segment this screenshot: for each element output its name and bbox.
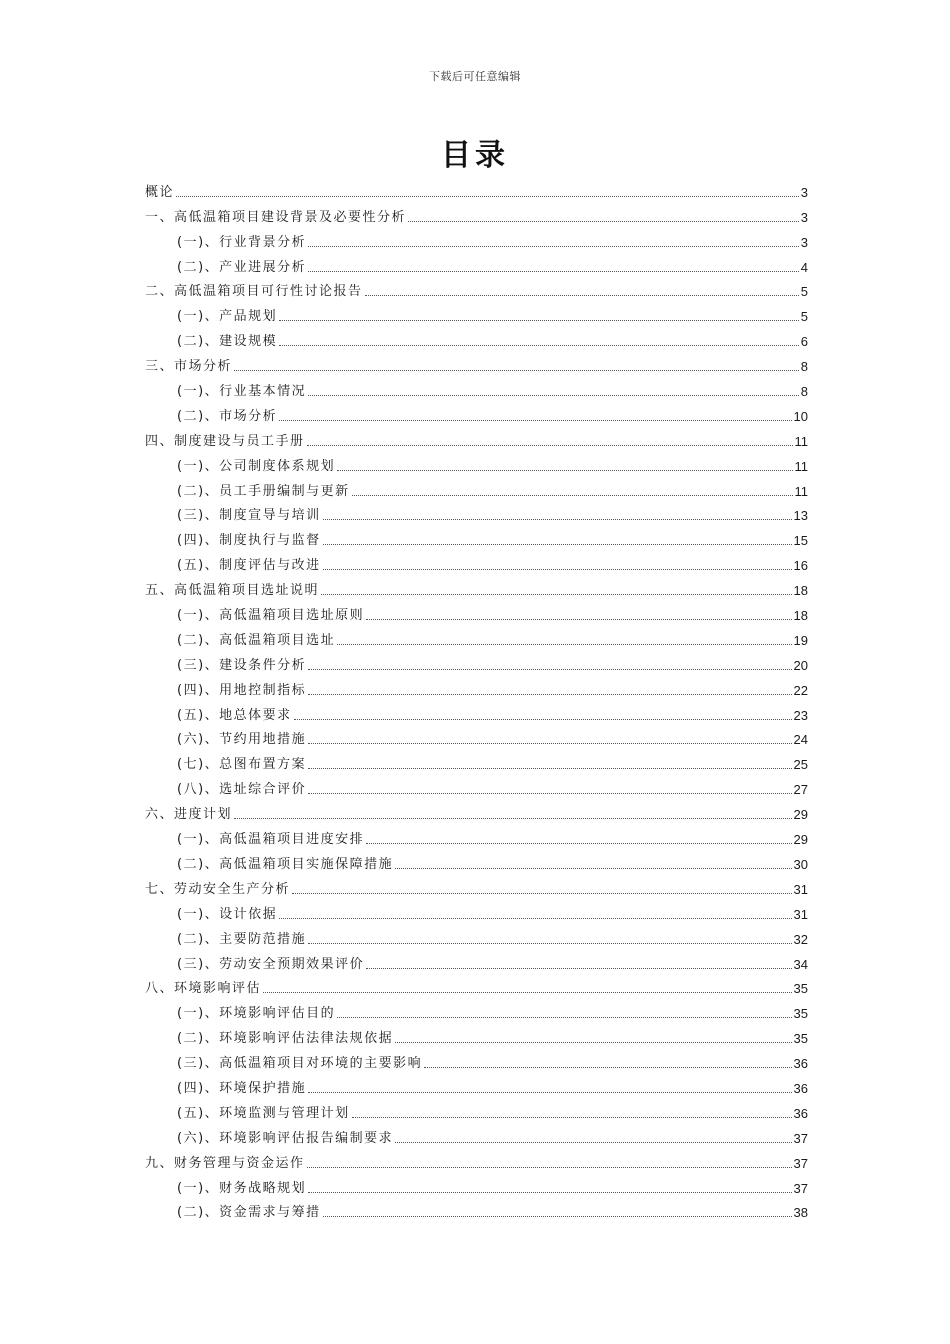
toc-dot-leader	[352, 495, 793, 496]
toc-dot-leader	[323, 544, 792, 545]
toc-entry[interactable]	[145, 748, 808, 773]
toc-entry-text: (一)、高低温箱项目进度安排	[177, 832, 365, 848]
toc-dot-leader	[308, 768, 791, 769]
toc-dot-leader	[366, 968, 791, 969]
toc-entry-page: 29	[793, 807, 808, 823]
toc-entry-page: 19	[793, 632, 808, 648]
toc-entry-page: 5	[800, 309, 808, 325]
toc-entry-page: 37	[793, 1180, 808, 1196]
toc-entry-text: (六)、节约用地措施	[177, 732, 307, 748]
toc-entry[interactable]	[145, 674, 808, 699]
toc-entry[interactable]	[145, 624, 808, 649]
toc-entry-page: 36	[793, 1080, 808, 1096]
toc-entry-text: 一、高低温箱项目建设背景及必要性分析	[145, 209, 407, 225]
toc-entry[interactable]	[145, 226, 808, 251]
toc-entry-text: (一)、高低温箱项目选址原则	[177, 608, 365, 624]
toc-entry-page: 25	[793, 757, 808, 773]
toc-dot-leader	[263, 992, 792, 993]
toc-dot-leader	[308, 793, 791, 794]
toc-entry-page: 11	[794, 483, 808, 499]
toc-entry-page: 27	[793, 782, 808, 798]
toc-entry[interactable]	[145, 276, 808, 301]
toc-dot-leader	[337, 470, 792, 471]
toc-entry[interactable]	[145, 400, 808, 425]
toc-entry-text: (二)、高低温箱项目实施保障措施	[177, 856, 394, 872]
toc-entry-text: (二)、高低温箱项目选址	[177, 632, 336, 648]
toc-entry[interactable]	[145, 325, 808, 350]
toc-entry-text: (一)、行业背景分析	[177, 234, 307, 250]
toc-dot-leader	[323, 519, 792, 520]
toc-dot-leader	[308, 395, 799, 396]
toc-entry[interactable]	[145, 848, 808, 873]
toc-entry[interactable]	[145, 823, 808, 848]
toc-dot-leader	[308, 743, 791, 744]
toc-dot-leader	[308, 246, 799, 247]
toc-entry-text: (一)、设计依据	[177, 906, 278, 922]
toc-entry-page: 8	[800, 384, 808, 400]
toc-entry-text: (二)、建设规模	[177, 334, 278, 350]
toc-entry[interactable]	[145, 873, 808, 898]
toc-entry[interactable]	[145, 724, 808, 749]
toc-entry-text: 九、财务管理与资金运作	[145, 1155, 305, 1171]
toc-dot-leader	[395, 868, 791, 869]
toc-entry[interactable]	[145, 251, 808, 276]
toc-entry-text: (二)、产业进展分析	[177, 259, 307, 275]
toc-dot-leader	[234, 818, 792, 819]
toc-entry-text: (七)、总图布置方案	[177, 757, 307, 773]
toc-dot-leader	[323, 1216, 792, 1217]
toc-entry[interactable]	[145, 375, 808, 400]
toc-dot-leader	[424, 1067, 791, 1068]
toc-dot-leader	[308, 943, 791, 944]
toc-entry-page: 36	[793, 1105, 808, 1121]
toc-entry-page: 32	[793, 931, 808, 947]
toc-entry[interactable]	[145, 599, 808, 624]
toc-entry-text: (二)、环境影响评估法律法规依据	[177, 1031, 394, 1047]
toc-entry-page: 10	[793, 408, 808, 424]
toc-entry[interactable]	[145, 1022, 808, 1047]
toc-dot-leader	[234, 370, 799, 371]
toc-entry-page: 3	[800, 209, 808, 225]
toc-entry-text: (八)、选址综合评价	[177, 782, 307, 798]
toc-dot-leader	[294, 719, 792, 720]
toc-dot-leader	[352, 1117, 792, 1118]
toc-entry-text: 四、制度建设与员工手册	[145, 433, 305, 449]
toc-entry-page: 3	[800, 184, 808, 200]
toc-entry-page: 13	[793, 508, 808, 524]
toc-entry-text: (三)、高低温箱项目对环境的主要影响	[177, 1056, 423, 1072]
toc-entry-page: 34	[793, 956, 808, 972]
toc-entry-page: 37	[793, 1130, 808, 1146]
toc-entry[interactable]	[145, 524, 808, 549]
toc-dot-leader	[308, 1092, 791, 1093]
toc-entry-text: 六、进度计划	[145, 807, 233, 823]
toc-dot-leader	[337, 644, 791, 645]
toc-entry-page: 24	[793, 732, 808, 748]
toc-dot-leader	[307, 1167, 792, 1168]
toc-entry[interactable]	[145, 699, 808, 724]
toc-entry-text: 概论	[145, 184, 175, 200]
toc-entry[interactable]	[145, 549, 808, 574]
toc-dot-leader	[279, 345, 799, 346]
toc-entry-text: 五、高低温箱项目选址说明	[145, 583, 320, 599]
toc-entry[interactable]	[145, 500, 808, 525]
toc-entry[interactable]	[145, 450, 808, 475]
toc-dot-leader	[279, 918, 791, 919]
toc-entry-page: 15	[793, 533, 808, 549]
toc-dot-leader	[395, 1042, 791, 1043]
toc-list	[145, 176, 808, 1221]
toc-entry[interactable]	[145, 973, 808, 998]
toc-entry[interactable]	[145, 649, 808, 674]
toc-entry-text: (四)、环境保护措施	[177, 1080, 307, 1096]
toc-entry[interactable]	[145, 1172, 808, 1197]
toc-dot-leader	[337, 1017, 791, 1018]
toc-entry-text: (二)、市场分析	[177, 408, 278, 424]
toc-entry-text: (三)、制度宣导与培训	[177, 508, 321, 524]
toc-entry[interactable]	[145, 574, 808, 599]
toc-entry-text: 七、劳动安全生产分析	[145, 881, 291, 897]
toc-entry[interactable]	[145, 923, 808, 948]
toc-entry-text: (二)、员工手册编制与更新	[177, 483, 350, 499]
toc-dot-leader	[366, 843, 791, 844]
toc-entry-page: 35	[793, 1006, 808, 1022]
toc-entry[interactable]	[145, 798, 808, 823]
toc-dot-leader	[307, 445, 793, 446]
toc-entry[interactable]	[145, 1047, 808, 1072]
toc-entry-page: 18	[793, 608, 808, 624]
toc-entry-page: 35	[793, 981, 808, 997]
toc-entry[interactable]	[145, 1097, 808, 1122]
toc-entry-page: 20	[793, 657, 808, 673]
toc-entry-text: (二)、主要防范措施	[177, 931, 307, 947]
toc-entry[interactable]	[145, 948, 808, 973]
toc-entry[interactable]	[145, 1122, 808, 1147]
toc-dot-leader	[308, 1192, 791, 1193]
toc-dot-leader	[308, 694, 791, 695]
toc-dot-leader	[366, 619, 791, 620]
toc-entry-text: 三、市场分析	[145, 359, 233, 375]
toc-entry-page: 36	[793, 1056, 808, 1072]
toc-entry-page: 6	[800, 334, 808, 350]
toc-dot-leader	[279, 320, 799, 321]
toc-entry[interactable]	[145, 300, 808, 325]
toc-entry[interactable]	[145, 350, 808, 375]
toc-entry[interactable]	[145, 1197, 808, 1222]
toc-entry-text: (一)、环境影响评估目的	[177, 1006, 336, 1022]
toc-entry-page: 16	[793, 558, 808, 574]
toc-entry-text: 二、高低温箱项目可行性讨论报告	[145, 284, 363, 300]
toc-entry-page: 18	[793, 583, 808, 599]
toc-dot-leader	[176, 196, 799, 197]
toc-entry[interactable]	[145, 997, 808, 1022]
toc-entry-page: 11	[794, 458, 808, 474]
toc-entry-text: (一)、公司制度体系规划	[177, 458, 336, 474]
toc-dot-leader	[292, 893, 792, 894]
toc-entry-text: 八、环境影响评估	[145, 981, 262, 997]
toc-entry-text: (四)、制度执行与监督	[177, 533, 321, 549]
toc-entry-page: 3	[800, 234, 808, 250]
toc-dot-leader	[408, 221, 799, 222]
toc-entry-text: (五)、环境监测与管理计划	[177, 1105, 350, 1121]
toc-dot-leader	[279, 420, 791, 421]
toc-entry-text: (二)、资金需求与筹措	[177, 1205, 321, 1221]
toc-entry-page: 22	[793, 682, 808, 698]
toc-entry-page: 31	[793, 906, 808, 922]
toc-entry-page: 35	[793, 1031, 808, 1047]
toc-entry-page: 29	[793, 832, 808, 848]
toc-dot-leader	[395, 1142, 791, 1143]
toc-entry-page: 11	[794, 433, 808, 449]
toc-entry-page: 31	[793, 881, 808, 897]
toc-entry-text: (一)、财务战略规划	[177, 1180, 307, 1196]
toc-entry-page: 30	[793, 856, 808, 872]
toc-entry[interactable]	[145, 1147, 808, 1172]
toc-dot-leader	[323, 569, 792, 570]
toc-entry-page: 4	[800, 259, 808, 275]
toc-entry[interactable]	[145, 425, 808, 450]
toc-entry[interactable]	[145, 475, 808, 500]
toc-entry[interactable]	[145, 1072, 808, 1097]
toc-title: 目录	[441, 138, 509, 173]
toc-entry[interactable]	[145, 201, 808, 226]
toc-dot-leader	[308, 271, 799, 272]
toc-entry[interactable]	[145, 898, 808, 923]
toc-entry[interactable]	[145, 176, 808, 201]
header-note: 下载后可任意编辑	[429, 70, 521, 83]
toc-dot-leader	[365, 295, 799, 296]
toc-entry-page: 23	[793, 707, 808, 723]
toc-entry-text: (一)、行业基本情况	[177, 384, 307, 400]
toc-entry-text: (三)、劳动安全预期效果评价	[177, 956, 365, 972]
toc-dot-leader	[321, 594, 792, 595]
toc-entry-text: (五)、地总体要求	[177, 707, 292, 723]
toc-entry-text: (一)、产品规划	[177, 309, 278, 325]
toc-entry-text: (五)、制度评估与改进	[177, 558, 321, 574]
toc-entry-text: (三)、建设条件分析	[177, 657, 307, 673]
toc-entry-page: 5	[800, 284, 808, 300]
toc-entry-text: (六)、环境影响评估报告编制要求	[177, 1130, 394, 1146]
toc-entry-page: 37	[793, 1155, 808, 1171]
toc-entry-text: (四)、用地控制指标	[177, 682, 307, 698]
toc-entry[interactable]	[145, 773, 808, 798]
toc-entry-page: 38	[793, 1205, 808, 1221]
toc-entry-page: 8	[800, 359, 808, 375]
toc-dot-leader	[308, 669, 791, 670]
